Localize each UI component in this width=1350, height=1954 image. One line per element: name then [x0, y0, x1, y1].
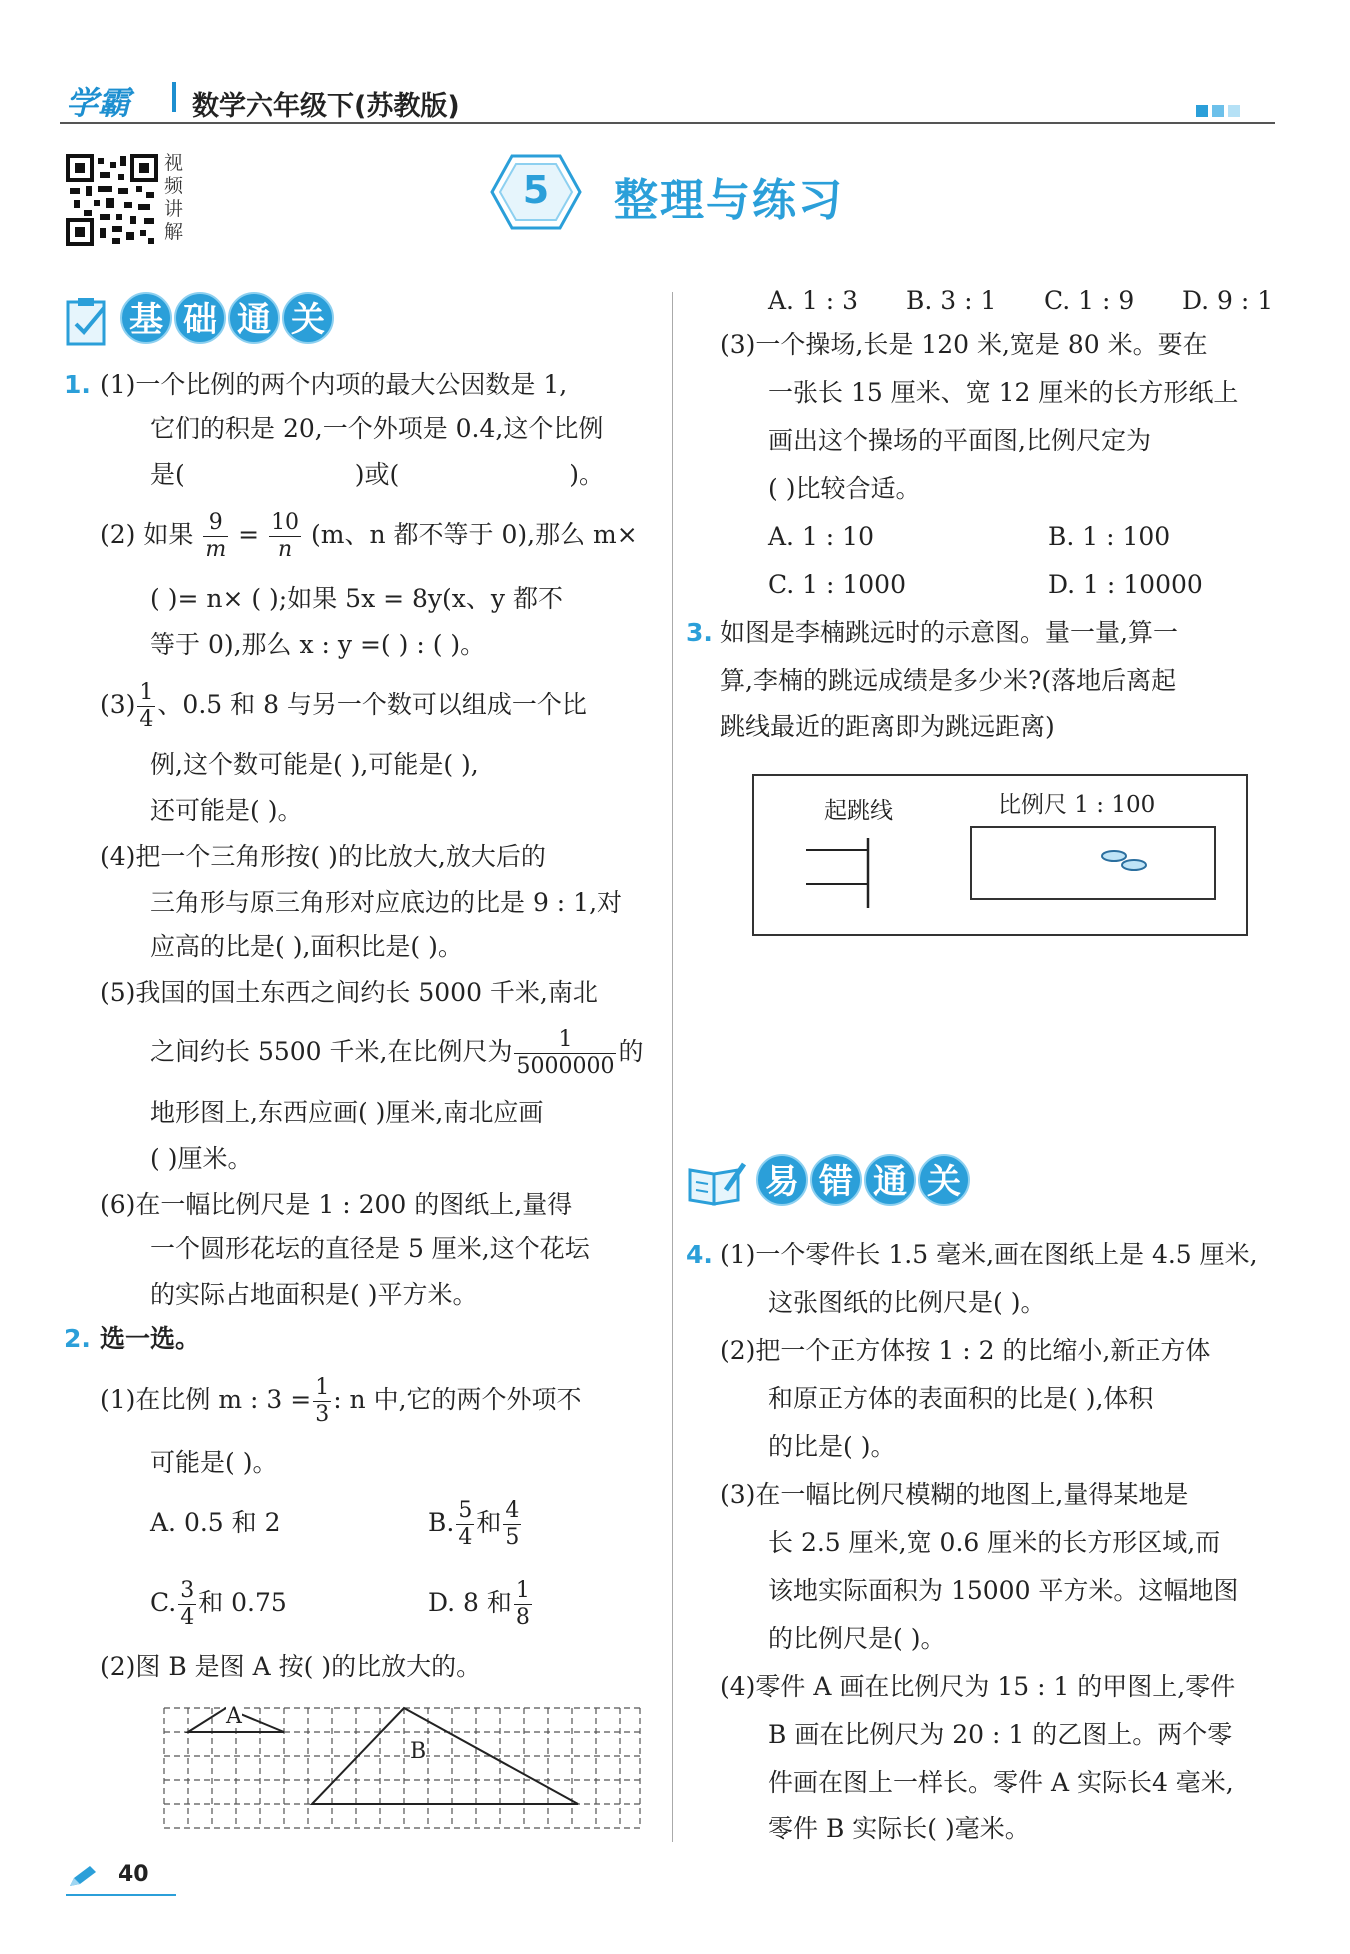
q1-p6-line2: 一个圆形花坛的直径是 5 厘米,这个花坛: [150, 1234, 590, 1263]
q1-p4-line2: 三角形与原三角形对应底边的比是 9 : 1,对: [150, 888, 623, 917]
q4-number: 4.: [686, 1240, 713, 1269]
q2-number: 2.: [64, 1324, 91, 1353]
q2-right-opt-a[interactable]: A. 1 : 3: [768, 286, 859, 315]
q4-p3-line1: (3)在一幅比例尺模糊的地图上,量得某地是: [720, 1480, 1189, 1509]
q4-p1-line1: (1)一个零件长 1.5 毫米,画在图纸上是 4.5 厘米,: [720, 1240, 1258, 1269]
q1-p2-line3: 等于 0),那么 x : y =( ) : ( )。: [150, 630, 486, 659]
q1-p1-line3: 是( )或( )。: [150, 460, 605, 489]
q1-p5-line4: ( )厘米。: [150, 1144, 253, 1173]
pencil-icon: [66, 1864, 98, 1896]
header-squares: [1196, 94, 1240, 123]
q4-p3-line2: 长 2.5 厘米,宽 0.6 厘米的长方形区域,而: [768, 1528, 1221, 1557]
q2-right-opt-c[interactable]: C. 1 : 9: [1044, 286, 1135, 315]
long-jump-figure: [752, 774, 1248, 936]
q2-p3-line1: (3)一个操场,长是 120 米,宽是 80 米。要在: [720, 330, 1208, 359]
q1-p3-line2: 例,这个数可能是( ),可能是( ),: [150, 750, 479, 779]
brand-divider: [172, 82, 176, 112]
q1-number: 1.: [64, 370, 91, 399]
q4-p4-line3: 件画在图上一样长。零件 A 实际长4 毫米,: [768, 1768, 1234, 1797]
clipboard-check-icon: [64, 296, 112, 354]
q2-p3-opt-a[interactable]: A. 1 : 10: [768, 522, 874, 551]
q2-opt-b[interactable]: B. $\frac{5}{4}$ 和 $\frac{4}{5}$: [428, 1498, 520, 1550]
q2-p1-line1: (1)在比例 m : 3 = $\frac{1}{3}$ : n 中,它的两个外项不: [100, 1375, 582, 1427]
q4-p1-line2: 这张图纸的比例尺是( )。: [768, 1288, 1046, 1317]
q1-p4-line3: 应高的比是( ),面积比是( )。: [150, 932, 463, 961]
q2-p3-opt-b[interactable]: B. 1 : 100: [1048, 522, 1171, 551]
footprint-icon: [1098, 846, 1152, 876]
q2-p2: (2)图 B 是图 A 按( )的比放大的。: [100, 1652, 482, 1681]
q1-p6-line1: (6)在一幅比例尺是 1 : 200 的图纸上,量得: [100, 1190, 573, 1219]
q2-p3-opt-c[interactable]: C. 1 : 1000: [768, 570, 906, 599]
landing-box: [970, 826, 1216, 900]
q1-p5-line2: 之间约长 5500 千米,在比例尺为 $\frac{1}{5000000}$ 的: [150, 1027, 644, 1079]
column-divider: [672, 292, 673, 1842]
header-rule: [60, 122, 1275, 124]
q4-p4-line1: (4)零件 A 画在比例尺为 15 : 1 的甲图上,零件: [720, 1672, 1236, 1701]
section-title: 整理与练习: [614, 175, 844, 226]
brand-logo: 学霸: [66, 84, 131, 122]
q4-p4-line2: B 画在比例尺为 20 : 1 的乙图上。两个零: [768, 1720, 1233, 1749]
q1-p6-line3: 的实际占地面积是( )平方米。: [150, 1280, 478, 1309]
triangle-a-label: A: [226, 1704, 242, 1729]
triangle-b-label: B: [410, 1739, 427, 1764]
q1-p2-line1: (2) 如果 $\frac{9}{m}$ = $\frac{10}{n}$ (m、n 都不等于 0),那么 m×: [100, 510, 638, 562]
page-number: 40: [118, 1862, 149, 1887]
q2-p3-opt-d[interactable]: D. 1 : 10000: [1048, 570, 1203, 599]
qr-caption: 视 频 讲 解: [164, 152, 184, 243]
q2-right-opt-d[interactable]: D. 9 : 1: [1182, 286, 1274, 315]
qr-code[interactable]: [66, 154, 158, 246]
q1-p1-line2: 它们的积是 20,一个外项是 0.4,这个比例: [150, 414, 604, 443]
q2-opt-d[interactable]: D. 8 和 $\frac{1}{8}$: [428, 1578, 530, 1630]
q3-number: 3.: [686, 618, 713, 647]
start-line-mark: [806, 838, 886, 908]
q2-p3-line3: 画出这个操场的平面图,比例尺定为: [768, 426, 1151, 455]
q2-right-opt-b[interactable]: B. 3 : 1: [906, 286, 997, 315]
scale-label: 比例尺 1 : 100: [998, 792, 1156, 818]
q1-p4-line1: (4)把一个三角形按( )的比放大,放大后的: [100, 842, 546, 871]
q4-p3-line3: 该地实际面积为 15000 平方米。这幅地图: [768, 1576, 1239, 1605]
q3-line1: 如图是李楠跳远时的示意图。量一量,算一: [720, 618, 1178, 647]
footer-rule: [66, 1894, 176, 1896]
q2-p3-line4: ( )比较合适。: [768, 474, 921, 503]
q2-p3-line2: 一张长 15 厘米、宽 12 厘米的长方形纸上: [768, 378, 1239, 407]
q4-p2-line1: (2)把一个正方体按 1 : 2 的比缩小,新正方体: [720, 1336, 1211, 1365]
q2-p1-line2: 可能是( )。: [150, 1448, 278, 1477]
q4-p3-line4: 的比例尺是( )。: [768, 1624, 946, 1653]
q2-title: 选一选。: [100, 1324, 201, 1353]
q2-opt-c[interactable]: C. $\frac{3}{4}$ 和 0.75: [150, 1578, 287, 1630]
q1-p5-line3: 地形图上,东西应画( )厘米,南北应画: [150, 1098, 544, 1127]
q1-p3-line3: 还可能是( )。: [150, 796, 303, 825]
banner-error: 易 错 通 关: [686, 1154, 972, 1210]
triangle-grid-figure: [162, 1704, 642, 1834]
q1-p3-line1: (3) $\frac{1}{4}$ 、0.5 和 8 与另一个数可以组成一个比: [100, 680, 587, 732]
q4-p2-line2: 和原正方体的表面积的比是( ),体积: [768, 1384, 1154, 1413]
q1-p1-line1: (1)一个比例的两个内项的最大公因数是 1,: [100, 370, 568, 399]
banner-basic: 基 础 通 关: [64, 292, 336, 348]
q4-p2-line3: 的比是( )。: [768, 1432, 896, 1461]
footer: [66, 1858, 186, 1898]
q4-p4-line4: 零件 B 实际长( )毫米。: [768, 1814, 1030, 1843]
q3-line2: 算,李楠的跳远成绩是多少米?(落地后离起: [720, 666, 1177, 695]
open-book-pencil-icon: [686, 1160, 748, 1214]
q3-line3: 跳线最近的距离即为跳远距离): [720, 712, 1055, 741]
header: [60, 70, 1275, 126]
start-line-label: 起跳线: [824, 798, 893, 824]
section-number-badge: 5: [490, 152, 582, 232]
q2-opt-a[interactable]: A. 0.5 和 2: [150, 1508, 281, 1537]
q1-p2-line2: ( )= n× ( );如果 5x = 8y(x、y 都不: [150, 584, 563, 613]
q1-p5-line1: (5)我国的国土东西之间约长 5000 千米,南北: [100, 978, 598, 1007]
book-subject: 数学六年级下(苏教版): [192, 91, 460, 122]
